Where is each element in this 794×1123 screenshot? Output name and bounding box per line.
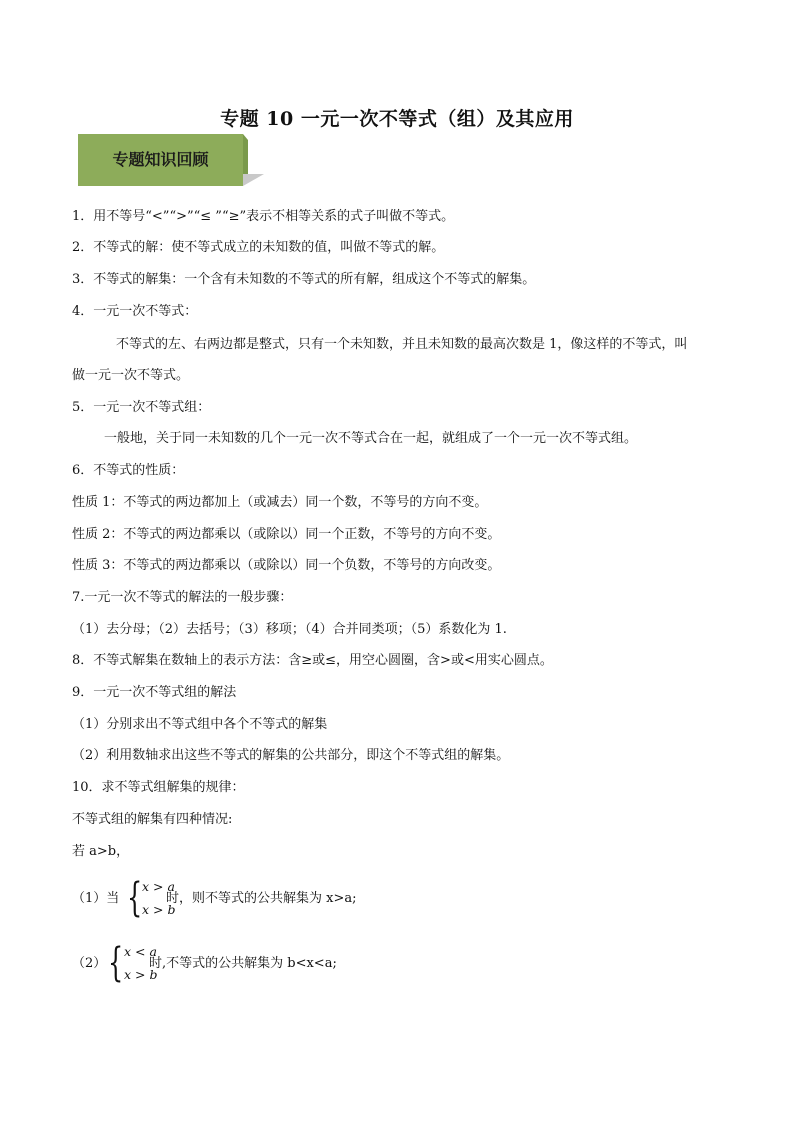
case1-bottom-inequality: x > b [142,902,176,917]
page-title: 专题 10 一元一次不等式（组）及其应用 [220,108,574,130]
text-line-11: 性质 2：不等式的两边都乘以（或除以）同一个正数，不等号的方向不变。 [72,527,501,542]
case2-brace: { [108,940,124,986]
case1-top-inequality: x > a [142,879,175,894]
text-line-5: 不等式的左、右两边都是整式，只有一个未知数，并且未知数的最高次数是 1，像这样的不等式，叫 [116,337,688,352]
text-line-16: 9．一元一次不等式组的解法 [72,685,237,700]
case1-suffix: 时，则不等式的公共解集为 x>a; [166,891,357,906]
text-line-9: 6．不等式的性质： [72,463,185,478]
text-line-15: 8．不等式解集在数轴上的表示方法：含≥或≤，用空心圆圈，含>或<用实心圆点。 [72,653,553,668]
case1-prefix: （1）当 [72,891,120,906]
case1-brace: { [127,875,143,921]
case2-top-inequality: x < a [124,944,157,959]
text-line-13: 7.一元一次不等式的解法的一般步骤： [72,590,293,605]
text-line-20: 不等式组的解集有四种情况: [72,812,233,827]
case2-prefix: （2） [72,956,107,971]
text-line-6: 做一元一次不等式。 [72,368,190,383]
text-line-14: （1）去分母；（2）去括号；（3）移项；（4）合并同类项；（5）系数化为 1. [72,622,507,637]
text-line-7: 5．一元一次不等式组： [72,400,211,415]
section-banner [78,134,264,186]
text-line-2: 2．不等式的解：使不等式成立的未知数的值，叫做不等式的解。 [72,240,445,255]
text-line-1: 1．用不等号“<”“>”“≤ ”“≥”表示不相等关系的式子叫做不等式。 [72,209,455,224]
text-line-19: 10．求不等式组解集的规律： [72,780,245,795]
text-line-12: 性质 3：不等式的两边都乘以（或除以）同一个负数，不等号的方向改变。 [72,558,501,573]
text-line-8: 一般地，关于同一未知数的几个一元一次不等式合在一起，就组成了一个一元一次不等式组。 [104,431,638,446]
case2-bottom-inequality: x > b [124,967,158,982]
case2-suffix: 时,不等式的公共解集为 b<x<a; [149,956,337,971]
text-line-17: （1）分别求出不等式组中各个不等式的解集 [72,717,328,732]
text-line-4: 4．一元一次不等式： [72,304,198,319]
banner-label: 专题知识回顾 [112,150,209,169]
text-line-3: 3．不等式的解集：一个含有未知数的不等式的所有解，组成这个不等式的解集。 [72,272,536,287]
text-line-21: 若 a>b， [72,844,130,859]
text-line-18: （2）利用数轴求出这些不等式的解集的公共部分，即这个不等式组的解集。 [72,748,510,763]
text-line-10: 性质 1：不等式的两边都加上（或减去）同一个数，不等号的方向不变。 [72,495,488,510]
